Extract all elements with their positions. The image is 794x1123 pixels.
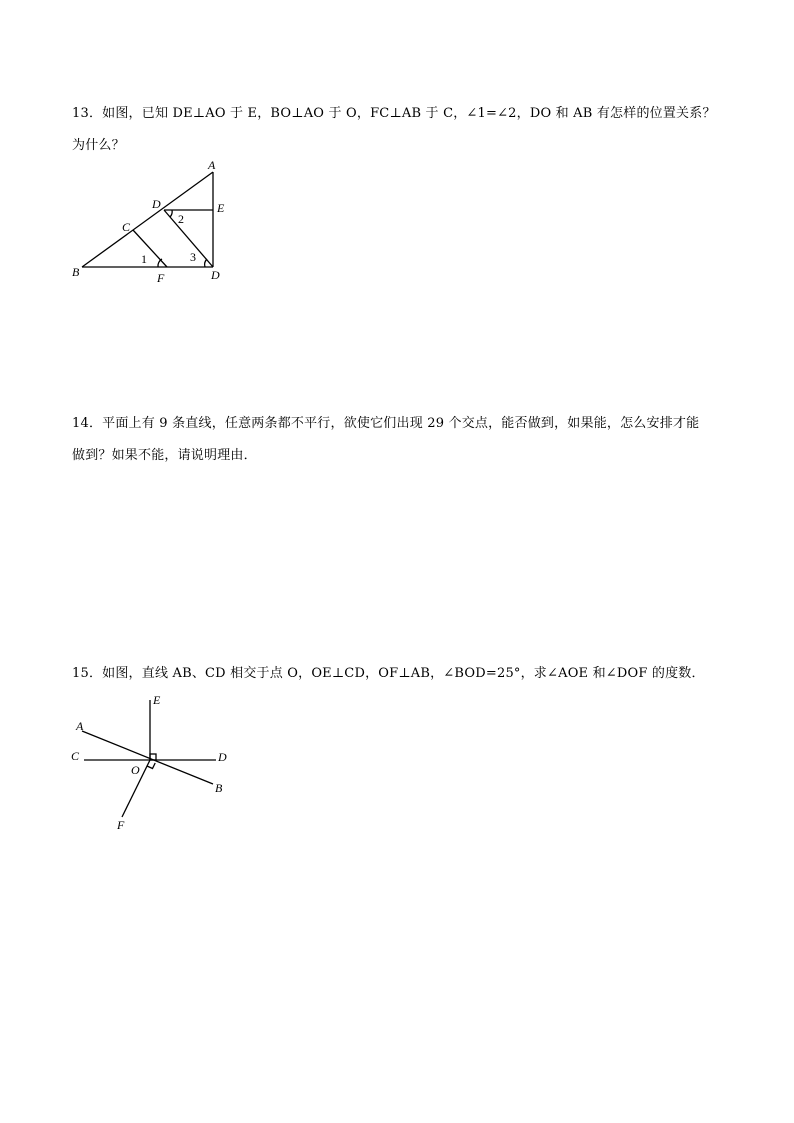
label-b: B	[215, 781, 223, 795]
label-e: E	[217, 201, 225, 215]
label-b: B	[72, 265, 80, 279]
label-c: C	[122, 220, 131, 234]
label-e: E	[153, 693, 161, 707]
problem-15	[72, 658, 732, 690]
problem-14-number: 14．	[72, 416, 103, 431]
problem-14	[72, 408, 732, 472]
problem-13-figure	[60, 155, 250, 290]
label-o: O	[131, 763, 140, 777]
label-a: A	[208, 158, 216, 172]
label-3: 3	[190, 250, 196, 264]
problem-15-number: 15．	[72, 666, 103, 681]
label-2: 2	[178, 212, 184, 226]
label-1: 1	[141, 252, 147, 266]
problem-15-figure	[60, 690, 250, 840]
problem-13-text-1: 如图，已知 DE⊥AO 于 E，BO⊥AO 于 O，FC⊥AB 于 C，∠1=∠2，DO 和 AB 有怎样的位置关系？	[102, 106, 716, 121]
problem-14-line-1	[72, 416, 699, 431]
label-a: A	[76, 719, 84, 733]
label-d-top: D	[152, 197, 161, 211]
angle-mark-3	[205, 259, 207, 267]
problem-13-line-2: 为什么？	[72, 138, 125, 153]
line-ab	[82, 731, 213, 784]
label-f: F	[117, 818, 125, 832]
problem-15-line-1	[72, 666, 705, 681]
label-f: F	[157, 271, 165, 285]
segment-cf	[133, 230, 167, 267]
segment-dd	[164, 210, 213, 267]
label-d: D	[218, 750, 227, 764]
problem-15-text-1: 如图，直线 AB、CD 相交于点 O，OE⊥CD，OF⊥AB，∠BOD=25°，求∠AOE 和∠DOF 的度数．	[102, 666, 705, 681]
angle-mark-2	[170, 210, 172, 217]
problem-13-number: 13．	[72, 106, 103, 121]
problem-13-line-1	[72, 106, 716, 121]
problem-13	[72, 98, 732, 162]
problem-14-text-1: 平面上有 9 条直线，任意两条都不平行，欲使它们出现 29 个交点，能否做到，如果能，怎么安排才能	[102, 416, 700, 431]
label-d-bottom: D	[211, 268, 220, 282]
label-c: C	[71, 749, 80, 763]
problem-14-line-2: 做到？如果不能，请说明理由．	[72, 448, 257, 463]
